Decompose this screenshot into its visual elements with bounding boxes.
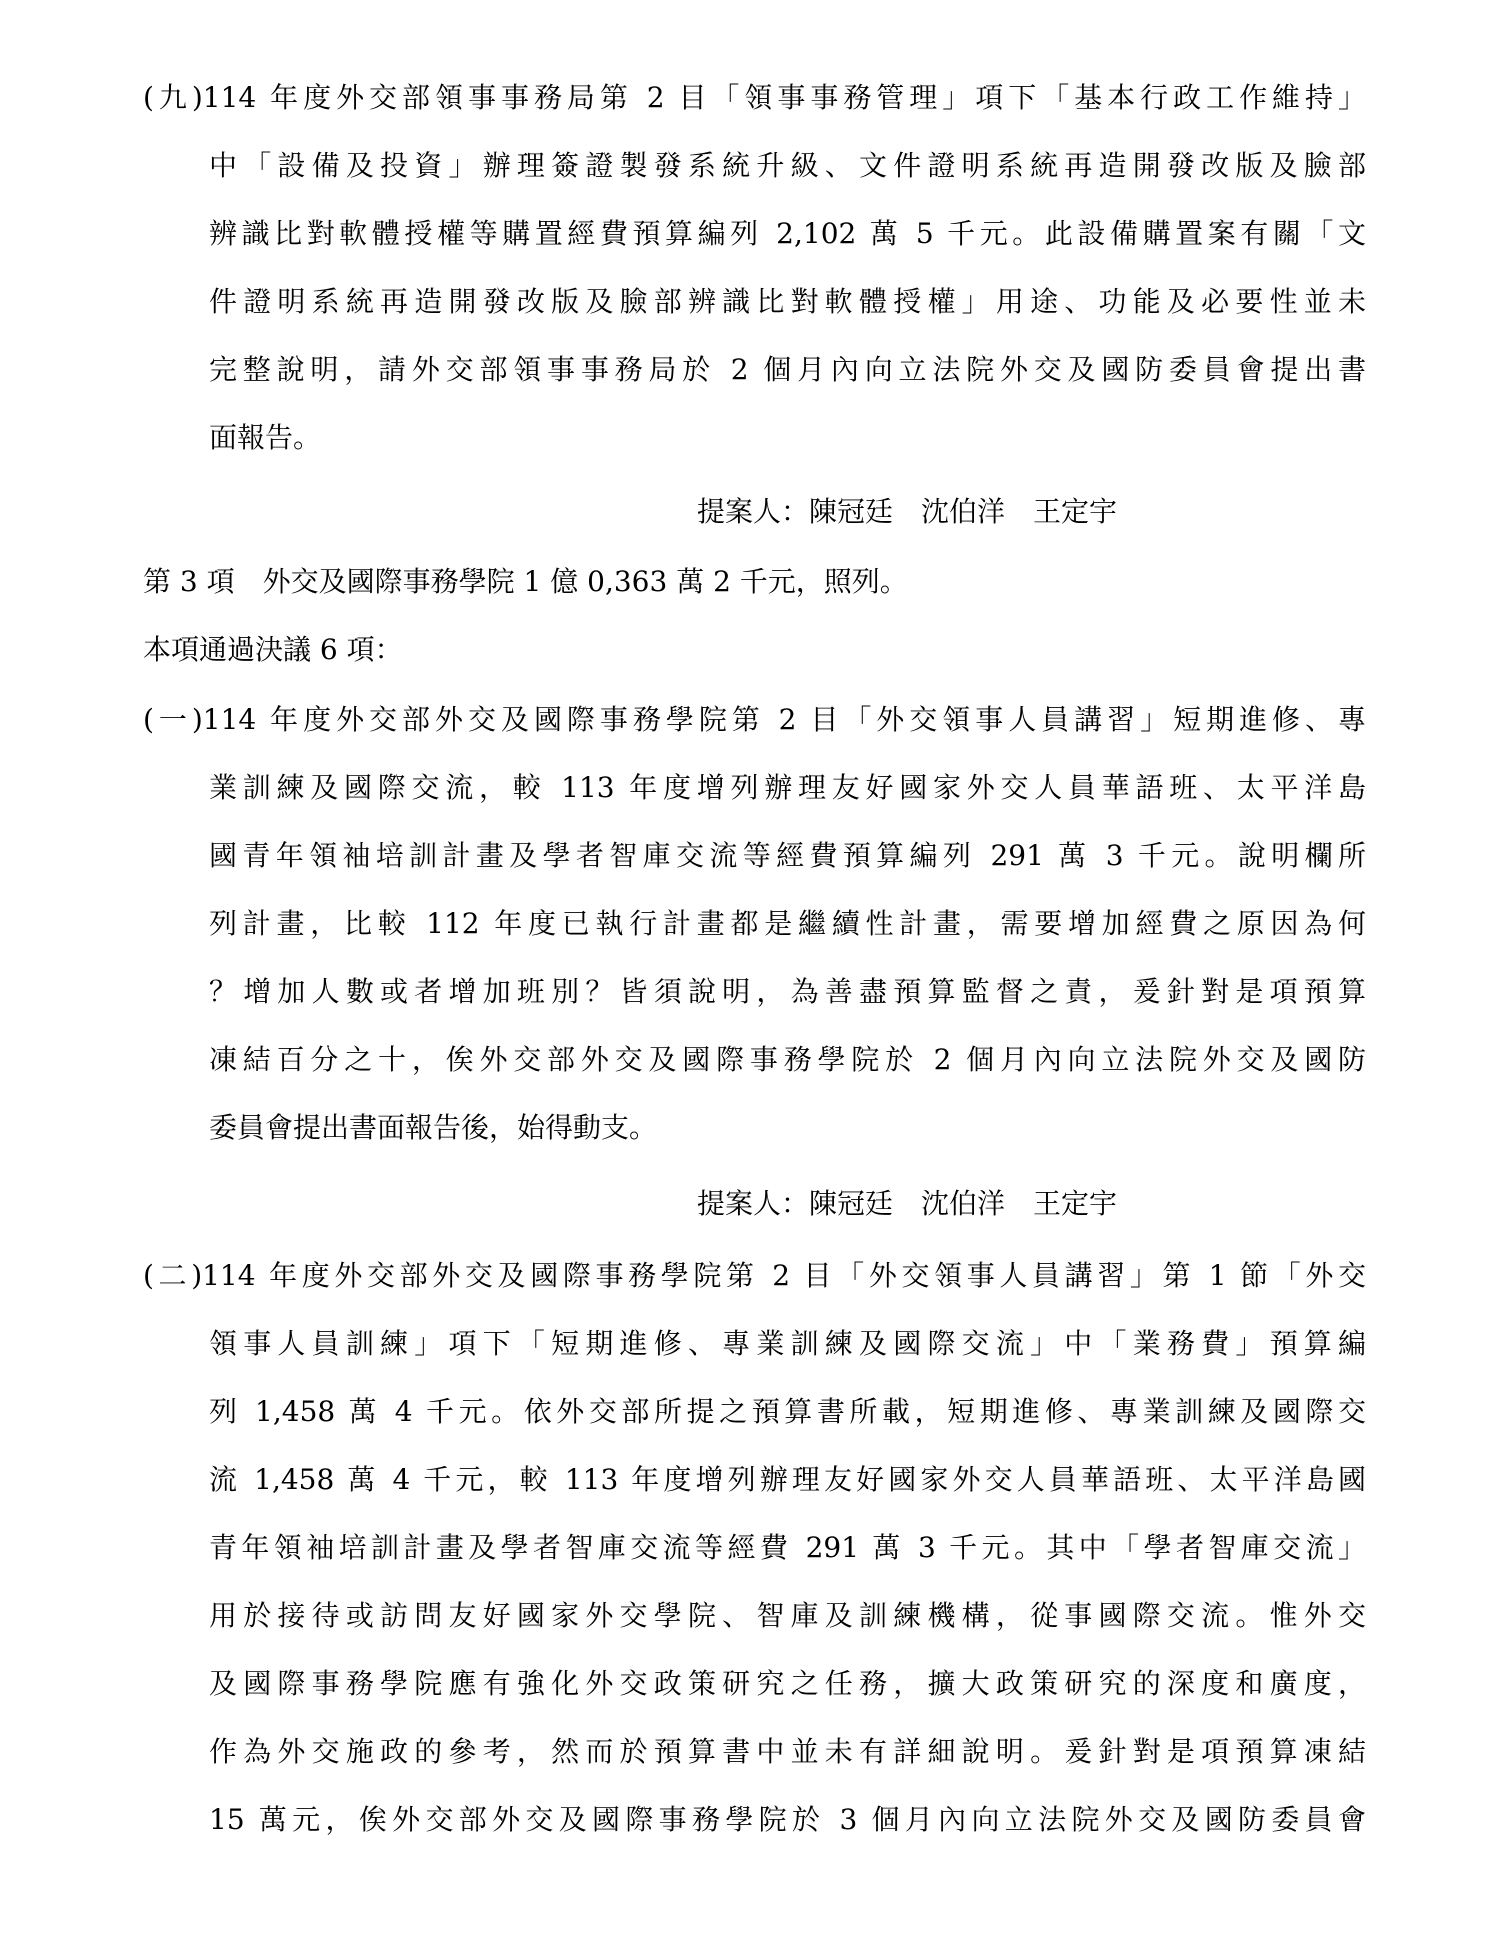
item-9-line-5: 完整說明，請外交部領事事務局於 2 個月內向立法院外交及國防委員會提出書 xyxy=(209,353,1366,386)
item-2-line-5: 青年領袖培訓計畫及學者智庫交流等經費 291 萬 3 千元。其中「學者智庫交流」 xyxy=(209,1531,1366,1564)
item-1-line-2: 業訓練及國際交流，較 113 年度增列辦理友好國家外交人員華語班、太平洋島 xyxy=(209,771,1366,804)
item-2-line-3: 列 1,458 萬 4 千元。依外交部所提之預算書所載，短期進修、專業訓練及國際交 xyxy=(209,1395,1366,1428)
proposer-name: 王定宇 xyxy=(1033,495,1118,528)
item-9-line-3: 辨識比對軟體授權等購置經費預算編列 2,102 萬 5 千元。此設備購置案有關「文 xyxy=(209,217,1366,250)
item-9-line-4: 件證明系統再造開發改版及臉部辨識比對軟體授權」用途、功能及必要性並未 xyxy=(209,285,1366,318)
item-9-line-2: 中「設備及投資」辦理簽證製發系統升級、文件證明系統再造開發改版及臉部 xyxy=(209,149,1366,182)
item-1-line-4: 列計畫，比較 112 年度已執行計畫都是繼續性計畫，需要增加經費之原因為何 xyxy=(209,907,1366,940)
item-1-line-5: ？增加人數或者增加班別？皆須說明，為善盡預算監督之責，爰針對是項預算 xyxy=(209,975,1366,1008)
item-2-line-8: 作為外交施政的參考，然而於預算書中並未有詳細說明。爰針對是項預算凍結 xyxy=(209,1735,1366,1768)
item-1-proposer-line xyxy=(697,1184,1117,1224)
item-3-heading: 第 3 項 外交及國際事務學院 1 億 0,363 萬 2 千元，照列。 xyxy=(143,565,908,598)
item-2-line-7: 及國際事務學院應有強化外交政策研究之任務，擴大政策研究的深度和廣度， xyxy=(209,1667,1366,1700)
item-2-line-4: 流 1,458 萬 4 千元，較 113 年度增列辦理友好國家外交人員華語班、太平洋島國 xyxy=(209,1463,1366,1496)
proposer-label: 提案人： xyxy=(697,495,810,528)
item-1-line-6: 凍結百分之十，俟外交部外交及國際事務學院於 2 個月內向立法院外交及國防 xyxy=(209,1043,1366,1076)
item-9-line-6: 面報告。 xyxy=(209,421,322,454)
item-2-line-6: 用於接待或訪問友好國家外交學院、智庫及訓練機構，從事國際交流。惟外交 xyxy=(209,1599,1366,1632)
item-2-line-9: 15 萬元，俟外交部外交及國際事務學院於 3 個月內向立法院外交及國防委員會 xyxy=(209,1803,1366,1836)
proposer-name: 沈伯洋 xyxy=(921,1187,1006,1220)
item-1-line-1: (一)114 年度外交部外交及國際事務學院第 2 目「外交領事人員講習」短期進修、專 xyxy=(143,703,1366,736)
item-2-line-1: (二)114 年度外交部外交及國際事務學院第 2 目「外交領事人員講習」第 1 節「外交 xyxy=(143,1259,1366,1292)
resolutions-heading: 本項通過決議 6 項： xyxy=(143,633,403,666)
proposer-name: 陳冠廷 xyxy=(809,1187,894,1220)
item-2-line-2: 領事人員訓練」項下「短期進修、專業訓練及國際交流」中「業務費」預算編 xyxy=(209,1327,1366,1360)
item-1-line-3: 國青年領袖培訓計畫及學者智庫交流等經費預算編列 291 萬 3 千元。說明欄所 xyxy=(209,839,1366,872)
item-9-proposer-line xyxy=(697,492,1117,532)
proposer-name: 王定宇 xyxy=(1033,1187,1118,1220)
proposer-name: 沈伯洋 xyxy=(921,495,1006,528)
item-9-line-1: (九)114 年度外交部領事事務局第 2 目「領事事務管理」項下「基本行政工作維持」 xyxy=(143,81,1366,114)
proposer-label: 提案人： xyxy=(697,1187,810,1220)
proposer-name: 陳冠廷 xyxy=(809,495,894,528)
item-1-line-7: 委員會提出書面報告後，始得動支。 xyxy=(209,1111,658,1144)
